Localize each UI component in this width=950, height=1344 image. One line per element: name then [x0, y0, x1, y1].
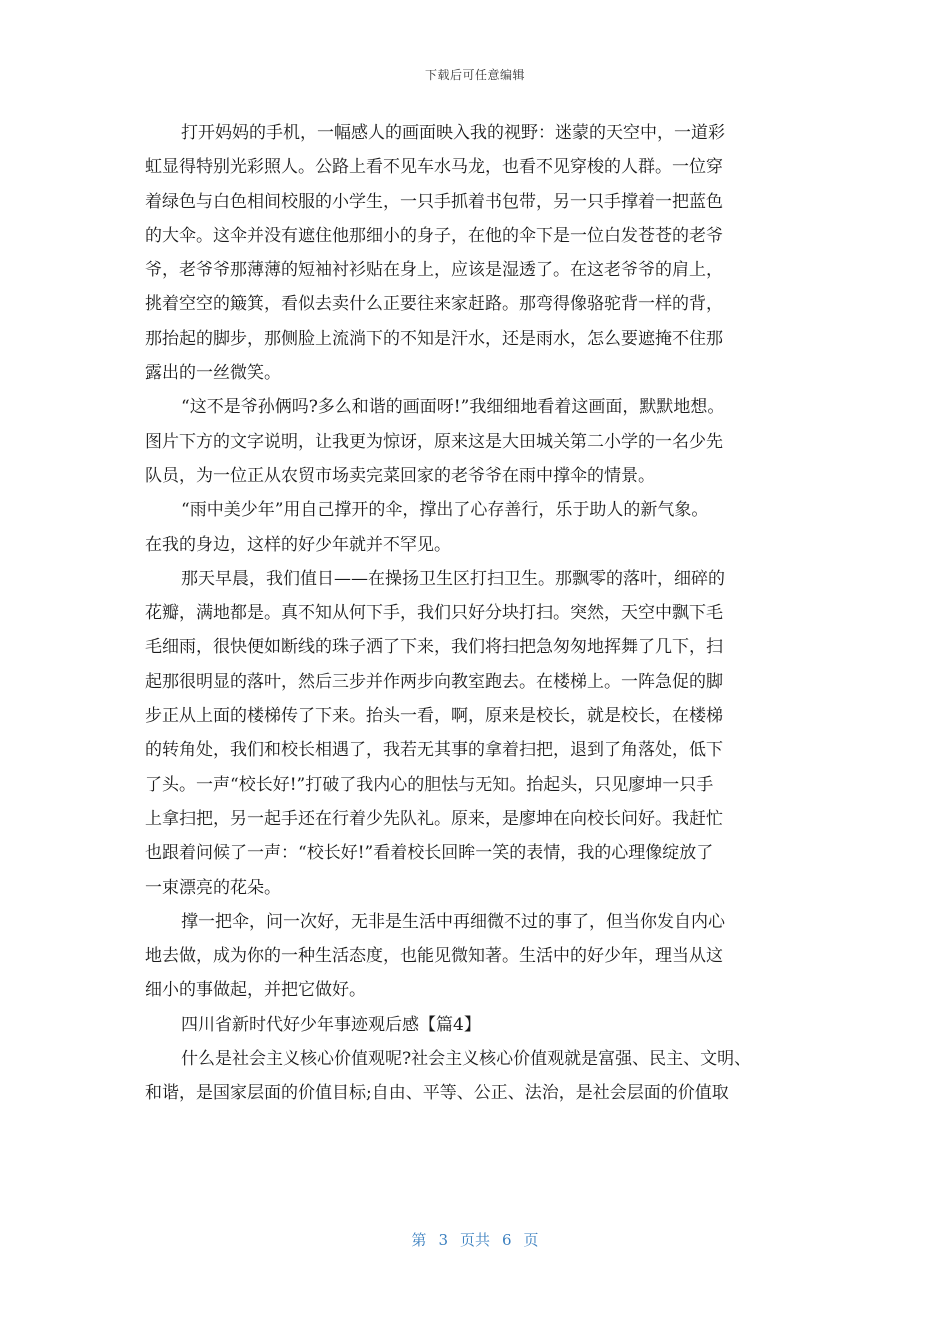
text-line: 着绿色与白色相间校服的小学生，一只手抓着书包带，另一只手撑着一把蓝色: [145, 191, 723, 212]
text-line: 四川省新时代好少年事迹观后感【篇4】: [181, 1014, 481, 1035]
text-line: 也跟着问候了一声：“校长好!”看着校长回眸一笑的表情，我的心理像绽放了: [145, 843, 714, 864]
text-line: 细小的事做起，并把它做好。: [145, 980, 366, 1001]
text-line: 的转角处，我们和校长相遇了，我若无其事的拿着扫把，退到了角落处，低下: [145, 740, 723, 761]
footer-total-pages: 6: [502, 1231, 512, 1249]
text-line: “这不是爷孙俩吗?多么和谐的画面呀!”我细细地看着这画面，默默地想。: [181, 397, 725, 418]
text-line: 在我的身边，这样的好少年就并不罕见。: [145, 534, 451, 555]
text-line: 图片下方的文字说明，让我更为惊讶，原来这是大田城关第二小学的一名少先: [145, 431, 723, 452]
text-line: 了头。一声“校长好!”打破了我内心的胆怯与无知。抬起头，只见廖坤一只手: [145, 774, 714, 795]
page-header: 下载后可任意编辑: [424, 68, 525, 82]
text-line: 挑着空空的簸箕，看似去卖什么正要往来家赶路。那弯得像骆驼背一样的背，: [145, 294, 723, 315]
footer-middle: 页共: [459, 1231, 490, 1249]
footer-current-page: 3: [438, 1231, 448, 1249]
footer-suffix: 页: [523, 1231, 539, 1249]
text-line: 虹显得特别光彩照人。公路上看不见车水马龙，也看不见穿梭的人群。一位穿: [145, 157, 723, 178]
text-line: 起那很明显的落叶，然后三步并作两步向教室跑去。在楼梯上。一阵急促的脚: [145, 671, 723, 692]
footer-prefix: 第: [411, 1231, 427, 1249]
document-body: [145, 116, 810, 1111]
text-line: 毛细雨，很快便如断线的珠子洒了下来，我们将扫把急匆匆地挥舞了几下，扫: [145, 637, 723, 658]
text-line: 露出的一丝微笑。: [145, 363, 281, 384]
text-line: 上拿扫把，另一起手还在行着少先队礼。原来，是廖坤在向校长问好。我赶忙: [145, 808, 723, 829]
text-line: 花瓣，满地都是。真不知从何下手，我们只好分块打扫。突然，天空中飘下毛: [145, 603, 723, 624]
text-line: 撑一把伞，问一次好，无非是生活中再细微不过的事了，但当你发自内心: [181, 911, 725, 932]
text-line: 的大伞。这伞并没有遮住他那细小的身子，在他的伞下是一位白发苍苍的老爷: [145, 225, 723, 246]
text-line: 和谐，是国家层面的价值目标;自由、平等、公正、法治，是社会层面的价值取: [145, 1083, 729, 1104]
text-line: 地去做，成为你的一种生活态度，也能见微知著。生活中的好少年，理当从这: [145, 946, 723, 967]
text-line: 那抬起的脚步，那侧脸上流淌下的不知是汗水，还是雨水，怎么要遮掩不住那: [145, 328, 723, 349]
text-line: 步正从上面的楼梯传了下来。抬头一看，啊，原来是校长，就是校长，在楼梯: [145, 706, 723, 727]
text-line: 什么是社会主义核心价值观呢?社会主义核心价值观就是富强、民主、文明、: [181, 1049, 752, 1070]
text-line: 那天早晨，我们值日——在操扬卫生区打扫卫生。那飘零的落叶，细碎的: [181, 568, 725, 589]
page-footer: [0, 1229, 950, 1250]
text-line: 爷，老爷爷那薄薄的短袖衬衫贴在身上，应该是湿透了。在这老爷爷的肩上，: [145, 260, 723, 281]
text-line: 打开妈妈的手机，一幅感人的画面映入我的视野：迷蒙的天空中，一道彩: [181, 123, 725, 143]
text-line: 队员，为一位正从农贸市场卖完菜回家的老爷爷在雨中撑伞的情景。: [145, 465, 655, 486]
text-line: “雨中美少年”用自己撑开的伞，撑出了心存善行，乐于助人的新气象。: [181, 500, 709, 521]
text-line: 一束漂亮的花朵。: [145, 877, 281, 898]
